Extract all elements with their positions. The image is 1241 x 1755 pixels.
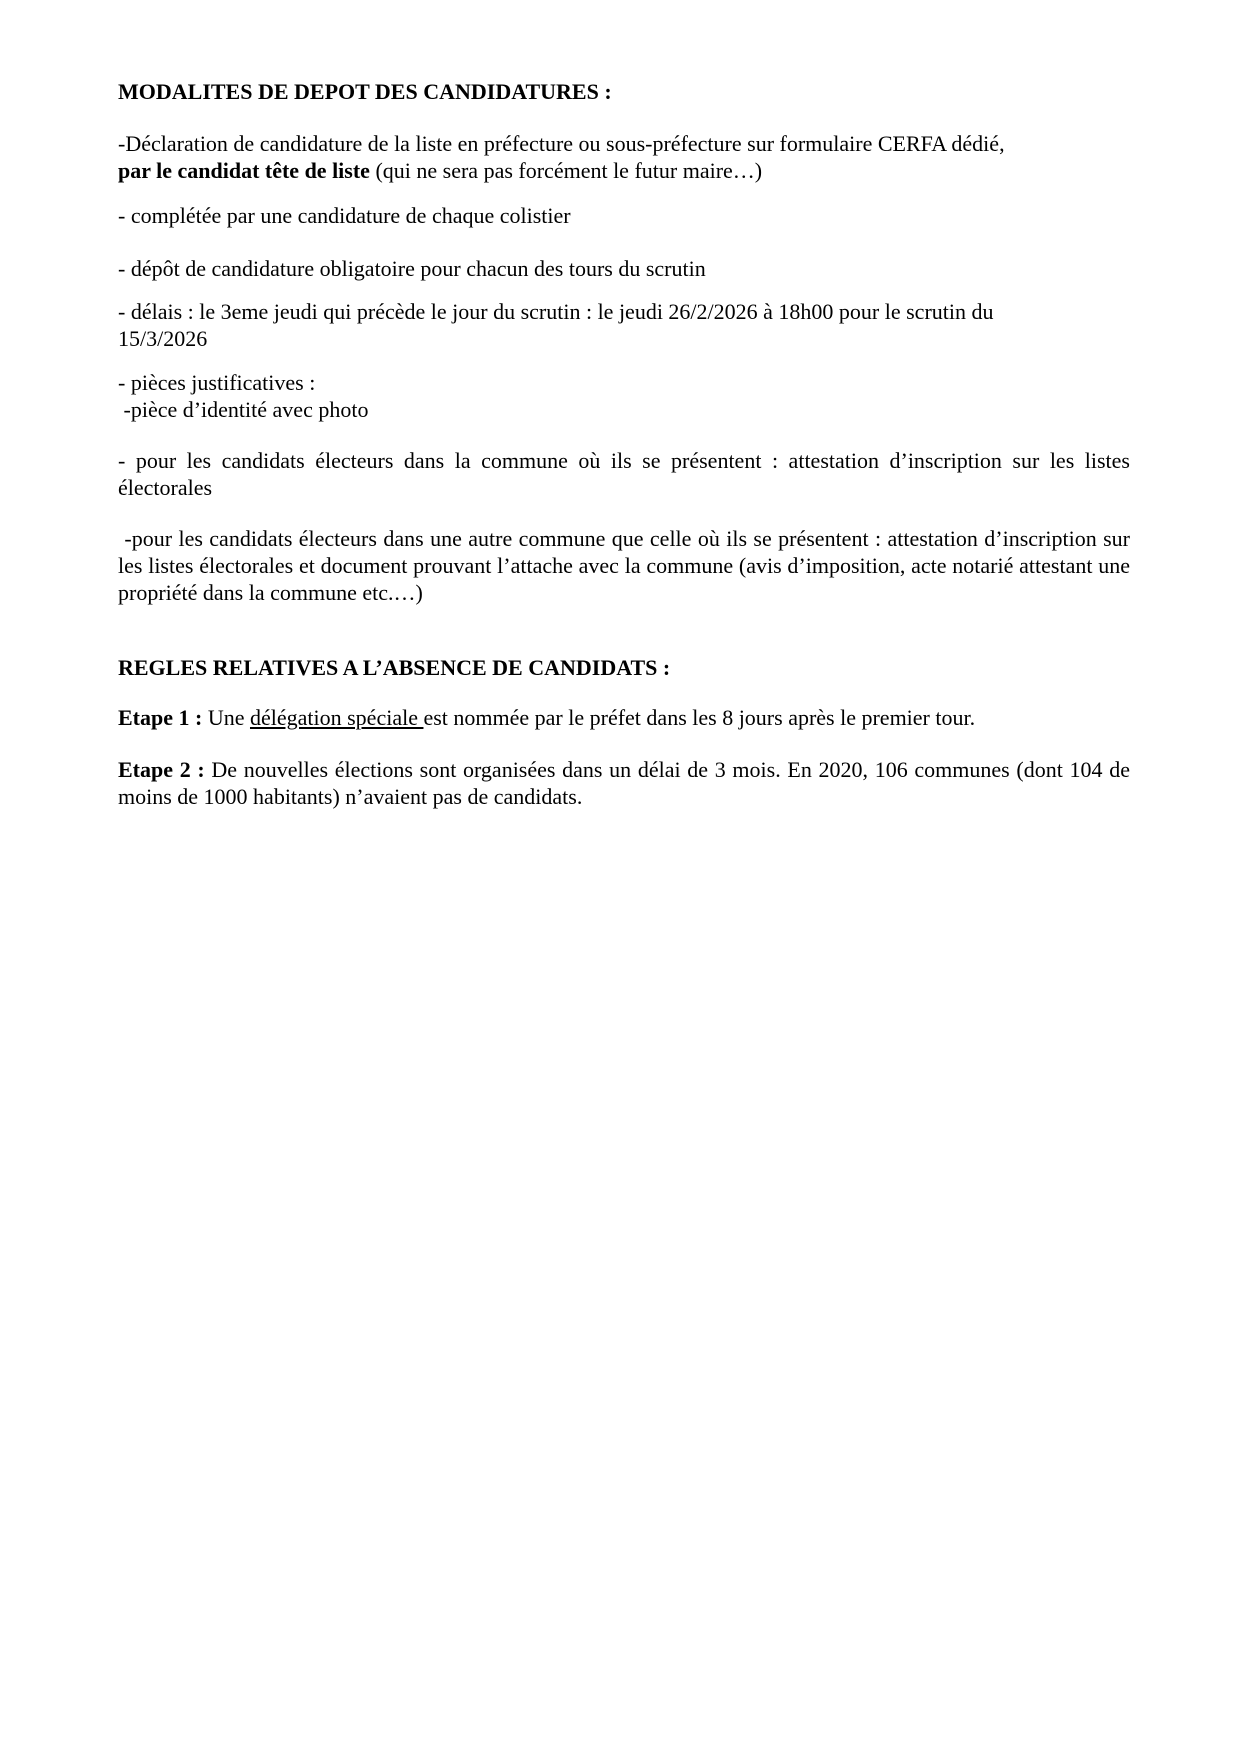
declaration-text-after: (qui ne sera pas forcément le futur maire…) (369, 158, 763, 183)
etape-2 (118, 756, 1130, 810)
declaration-text: -Déclaration de candidature de la liste en préfecture ou sous-préfecture sur formulaire CERFA dédié, (118, 131, 1005, 156)
item-completee: - complétée par une candidature de chaque colistier (118, 203, 571, 228)
paragraph-declaration (118, 130, 1130, 184)
etape-1-text-before: Une (202, 705, 250, 730)
item-delais (118, 298, 1130, 352)
etape-2-text: De nouvelles élections sont organisées dans un délai de 3 mois. En 2020, 106 communes (dont 104 de moins de 1000 habitants) n’avaient pas de candidats. (118, 757, 1131, 809)
etape-1-underlined: délégation spéciale (249, 705, 424, 730)
item-delais-line1: - délais : le 3eme jeudi qui précède le jour du scrutin : le jeudi 26/2/2026 à 18h00 pour le scrutin du (118, 299, 994, 324)
etape-2-label: Etape 2 : (118, 757, 205, 782)
section-heading-modalites: MODALITES DE DEPOT DES CANDIDATURES : (118, 79, 612, 104)
item-electeurs-commune: - pour les candidats électeurs dans la commune où ils se présentent : attestation d’inscription sur les listes électorales (118, 448, 1130, 500)
section-heading-absence: REGLES RELATIVES A L’ABSENCE DE CANDIDATS : (118, 655, 671, 680)
item-electeurs-autre: -pour les candidats électeurs dans une autre commune que celle où ils se présentent : attestation d’inscription sur les listes électorales et document prouvant l’attache avec la commune (avis d’imposition, acte notarié attestant une propriété dans la commune etc.…) (118, 526, 1136, 605)
etape-1-text-after: est nommée par le préfet dans les 8 jours après le premier tour. (423, 705, 976, 730)
item-pieces (118, 369, 1130, 423)
etape-1 (118, 704, 1130, 731)
etape-1-label: Etape 1 : (118, 705, 203, 730)
item-pieces-label: - pièces justificatives : (118, 370, 316, 395)
item-delais-line2: 15/3/2026 (118, 326, 208, 351)
item-depot: - dépôt de candidature obligatoire pour chacun des tours du scrutin (118, 256, 706, 281)
declaration-bold-text: par le candidat tête de liste (118, 158, 370, 183)
item-identite: -pièce d’identité avec photo (118, 397, 369, 422)
